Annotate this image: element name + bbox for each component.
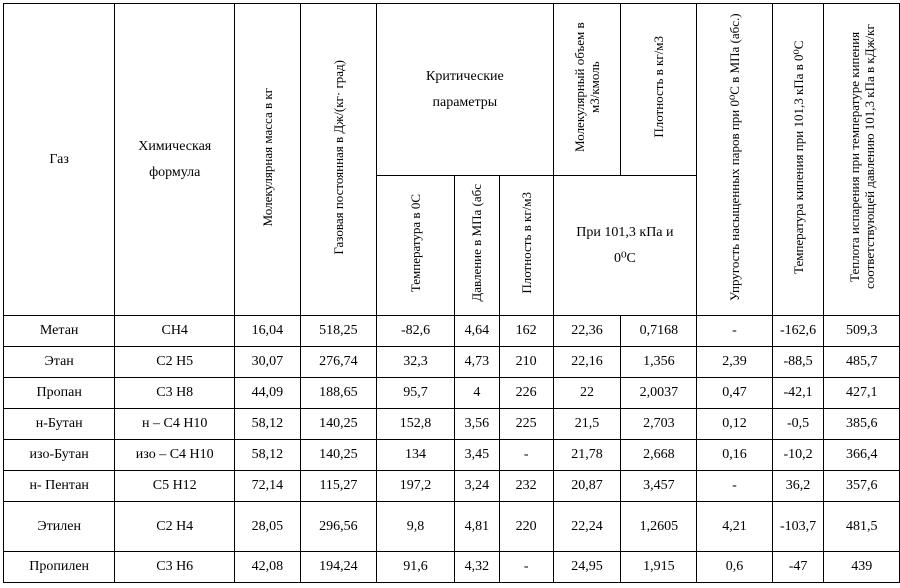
cell-evap-heat: 427,1 bbox=[824, 378, 900, 409]
header-density: Плотность в кг/м3 bbox=[621, 4, 697, 176]
cell-gas-const: 518,25 bbox=[300, 316, 377, 347]
cell-gas-const: 276,74 bbox=[300, 347, 377, 378]
cell-vapor-pressure: 0,47 bbox=[697, 378, 772, 409]
header-mol-volume: Молекулярный объем в м3/кмоль bbox=[553, 4, 621, 176]
cell-gas: Метан bbox=[4, 316, 115, 347]
header-boiling-temp: Температура кипения при 101,3 кПа в 0⁰С bbox=[772, 4, 824, 316]
cell-formula: н – C4 H10 bbox=[115, 409, 235, 440]
cell-mol-mass: 16,04 bbox=[235, 316, 301, 347]
cell-vapor-pressure: 0,6 bbox=[697, 552, 772, 583]
cell-crit-density: 225 bbox=[499, 409, 553, 440]
cell-gas: изо-Бутан bbox=[4, 440, 115, 471]
cell-crit-pressure: 3,56 bbox=[454, 409, 499, 440]
cell-gas-const: 115,27 bbox=[300, 471, 377, 502]
header-formula: Химическая формула bbox=[115, 4, 235, 316]
cell-evap-heat: 509,3 bbox=[824, 316, 900, 347]
cell-mol-volume: 22 bbox=[553, 378, 621, 409]
cell-density: 2,0037 bbox=[621, 378, 697, 409]
cell-mol-mass: 58,12 bbox=[235, 440, 301, 471]
cell-crit-density: 226 bbox=[499, 378, 553, 409]
cell-formula: C2 H5 bbox=[115, 347, 235, 378]
cell-formula: C5 H12 bbox=[115, 471, 235, 502]
header-vapor-pressure: Упругость насыщенных паров при 0⁰С в МПа (абс.) bbox=[697, 4, 772, 316]
cell-crit-temp: 134 bbox=[377, 440, 455, 471]
cell-crit-temp: 9,8 bbox=[377, 502, 455, 552]
cell-crit-temp: 32,3 bbox=[377, 347, 455, 378]
cell-mol-mass: 28,05 bbox=[235, 502, 301, 552]
cell-gas: Пропилен bbox=[4, 552, 115, 583]
cell-gas-const: 296,56 bbox=[300, 502, 377, 552]
cell-formula: C3 H8 bbox=[115, 378, 235, 409]
cell-gas-const: 140,25 bbox=[300, 409, 377, 440]
header-crit-pressure: Давление в МПа (абс bbox=[454, 176, 499, 316]
cell-mol-volume: 20,87 bbox=[553, 471, 621, 502]
table-row bbox=[4, 440, 900, 471]
cell-crit-pressure: 4,81 bbox=[454, 502, 499, 552]
cell-crit-density: 210 bbox=[499, 347, 553, 378]
cell-crit-pressure: 4 bbox=[454, 378, 499, 409]
table-row bbox=[4, 552, 900, 583]
cell-mol-volume: 22,16 bbox=[553, 347, 621, 378]
cell-gas: Этан bbox=[4, 347, 115, 378]
cell-evap-heat: 439 bbox=[824, 552, 900, 583]
cell-formula: C2 H4 bbox=[115, 502, 235, 552]
cell-vapor-pressure: 0,16 bbox=[697, 440, 772, 471]
table-row bbox=[4, 502, 900, 552]
cell-vapor-pressure: - bbox=[697, 316, 772, 347]
cell-vapor-pressure: 2,39 bbox=[697, 347, 772, 378]
cell-crit-pressure: 3,45 bbox=[454, 440, 499, 471]
cell-mol-mass: 42,08 bbox=[235, 552, 301, 583]
cell-gas-const: 140,25 bbox=[300, 440, 377, 471]
table-row bbox=[4, 409, 900, 440]
cell-boiling-temp: -88,5 bbox=[772, 347, 824, 378]
cell-density: 1,915 bbox=[621, 552, 697, 583]
cell-mol-mass: 72,14 bbox=[235, 471, 301, 502]
header-gas-const: Газовая постоянная в Дж/(кг· град) bbox=[300, 4, 377, 316]
header-mol-mass: Молекулярная масса в кг bbox=[235, 4, 301, 316]
cell-crit-temp: -82,6 bbox=[377, 316, 455, 347]
cell-evap-heat: 357,6 bbox=[824, 471, 900, 502]
cell-formula: CH4 bbox=[115, 316, 235, 347]
cell-crit-pressure: 4,32 bbox=[454, 552, 499, 583]
cell-crit-density: 232 bbox=[499, 471, 553, 502]
cell-gas: Этилен bbox=[4, 502, 115, 552]
cell-evap-heat: 485,7 bbox=[824, 347, 900, 378]
cell-vapor-pressure: - bbox=[697, 471, 772, 502]
cell-mol-mass: 44,09 bbox=[235, 378, 301, 409]
header-gas: Газ bbox=[4, 4, 115, 316]
table-row bbox=[4, 316, 900, 347]
cell-boiling-temp: -10,2 bbox=[772, 440, 824, 471]
cell-vapor-pressure: 0,12 bbox=[697, 409, 772, 440]
cell-boiling-temp: -42,1 bbox=[772, 378, 824, 409]
cell-crit-temp: 152,8 bbox=[377, 409, 455, 440]
cell-mol-mass: 58,12 bbox=[235, 409, 301, 440]
cell-crit-temp: 197,2 bbox=[377, 471, 455, 502]
cell-vapor-pressure: 4,21 bbox=[697, 502, 772, 552]
cell-evap-heat: 385,6 bbox=[824, 409, 900, 440]
cell-density: 2,703 bbox=[621, 409, 697, 440]
header-evap-heat: Теплота испарения при температуре кипения соответствующей давлению 101,3 кПа в кДж/кг bbox=[824, 4, 900, 316]
cell-boiling-temp: -162,6 bbox=[772, 316, 824, 347]
cell-crit-density: 220 bbox=[499, 502, 553, 552]
cell-gas: Пропан bbox=[4, 378, 115, 409]
cell-density: 2,668 bbox=[621, 440, 697, 471]
cell-boiling-temp: 36,2 bbox=[772, 471, 824, 502]
cell-formula: C3 H6 bbox=[115, 552, 235, 583]
cell-gas-const: 194,24 bbox=[300, 552, 377, 583]
cell-crit-temp: 91,6 bbox=[377, 552, 455, 583]
cell-boiling-temp: -103,7 bbox=[772, 502, 824, 552]
cell-density: 1,2605 bbox=[621, 502, 697, 552]
cell-mol-volume: 21,78 bbox=[553, 440, 621, 471]
cell-formula: изо – C4 H10 bbox=[115, 440, 235, 471]
cell-density: 3,457 bbox=[621, 471, 697, 502]
cell-crit-density: 162 bbox=[499, 316, 553, 347]
gas-properties-table bbox=[3, 3, 900, 583]
table-row bbox=[4, 471, 900, 502]
cell-mol-volume: 24,95 bbox=[553, 552, 621, 583]
cell-crit-pressure: 3,24 bbox=[454, 471, 499, 502]
cell-gas: н- Пентан bbox=[4, 471, 115, 502]
cell-evap-heat: 366,4 bbox=[824, 440, 900, 471]
cell-boiling-temp: -47 bbox=[772, 552, 824, 583]
cell-crit-pressure: 4,73 bbox=[454, 347, 499, 378]
cell-mol-mass: 30,07 bbox=[235, 347, 301, 378]
table-row bbox=[4, 347, 900, 378]
header-crit-density: Плотность в кг/м3 bbox=[499, 176, 553, 316]
cell-density: 0,7168 bbox=[621, 316, 697, 347]
cell-evap-heat: 481,5 bbox=[824, 502, 900, 552]
cell-density: 1,356 bbox=[621, 347, 697, 378]
cell-gas-const: 188,65 bbox=[300, 378, 377, 409]
cell-gas: н-Бутан bbox=[4, 409, 115, 440]
cell-crit-density: - bbox=[499, 440, 553, 471]
cell-crit-density: - bbox=[499, 552, 553, 583]
table-row bbox=[4, 378, 900, 409]
cell-boiling-temp: -0,5 bbox=[772, 409, 824, 440]
cell-mol-volume: 22,36 bbox=[553, 316, 621, 347]
cell-crit-temp: 95,7 bbox=[377, 378, 455, 409]
cell-crit-pressure: 4,64 bbox=[454, 316, 499, 347]
header-critical: Критические параметры bbox=[377, 4, 553, 176]
header-at-conditions: При 101,3 кПа и 0⁰С bbox=[553, 176, 697, 316]
cell-mol-volume: 22,24 bbox=[553, 502, 621, 552]
cell-mol-volume: 21,5 bbox=[553, 409, 621, 440]
header-crit-temp: Температура в 0С bbox=[377, 176, 455, 316]
